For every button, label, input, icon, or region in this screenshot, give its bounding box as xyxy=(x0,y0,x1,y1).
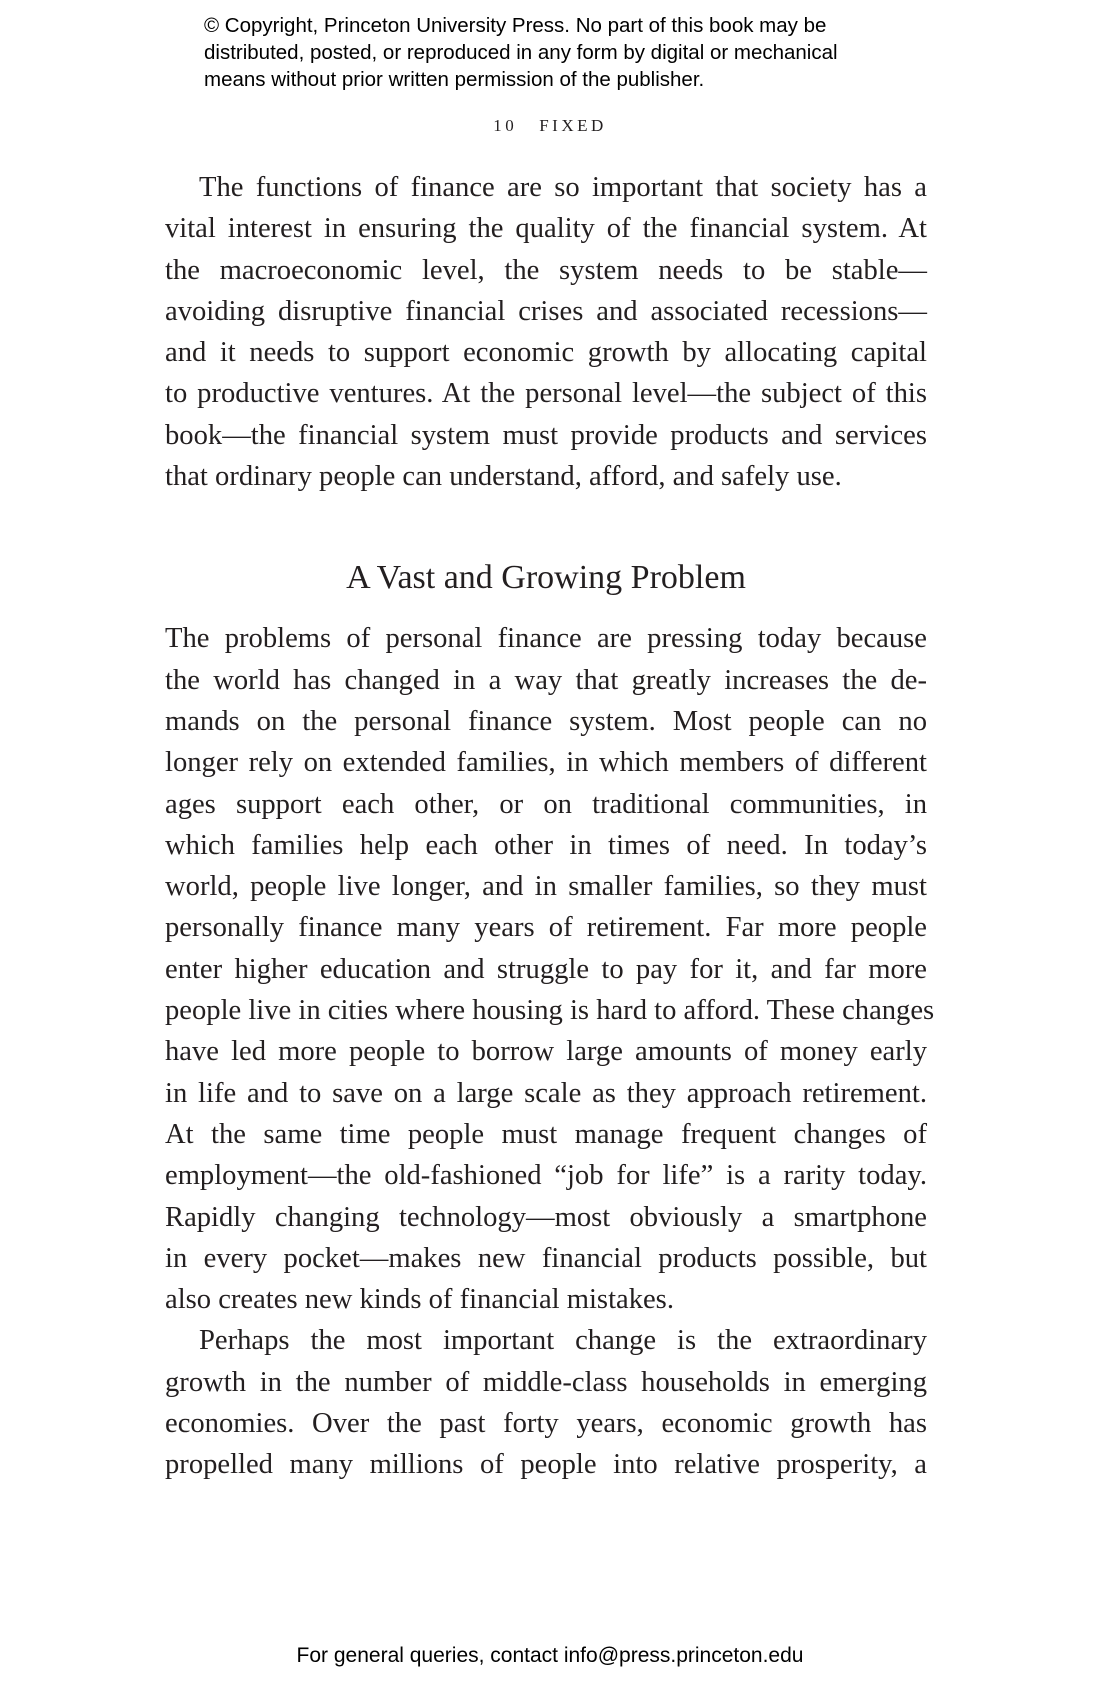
footer-contact: For general queries, contact info@press.princeton.edu xyxy=(296,1644,804,1667)
text-line: world, people live longer, and in smaller families, so they must xyxy=(165,871,927,903)
text-line: growth in the number of middle-class households in emerging xyxy=(165,1366,927,1398)
text-line: propelled many millions of people into relative prosperity, a xyxy=(165,1449,927,1481)
text-line: avoiding disruptive financial crises and associated recessions— xyxy=(165,295,927,327)
text-line: in life and to save on a large scale as they approach retirement. xyxy=(165,1077,927,1109)
text-line: to productive ventures. At the personal level—the subject of this xyxy=(165,378,927,410)
paragraph-2 xyxy=(165,618,935,1320)
copyright-line: distributed, posted, or reproduced in any form by digital or mechanical xyxy=(204,41,838,64)
copyright-line: © Copyright, Princeton University Press. No part of this book may be xyxy=(204,14,827,37)
copyright-notice xyxy=(204,12,964,93)
text-line: vital interest in ensuring the quality of the financial system. At xyxy=(165,213,927,245)
paragraph-1 xyxy=(165,167,927,497)
text-line: The problems of personal finance are pressing today because xyxy=(165,623,927,655)
text-line: economies. Over the past forty years, economic growth has xyxy=(165,1408,927,1440)
copyright-line: means without prior written permission of the publisher. xyxy=(204,68,705,91)
text-line: enter higher education and struggle to pay for it, and far more xyxy=(165,953,927,985)
text-line: longer rely on extended families, in which members of different xyxy=(165,747,927,779)
text-line: people live in cities where housing is hard to afford. These changes xyxy=(165,995,935,1027)
running-head xyxy=(0,116,1100,136)
text-line: personally finance many years of retirement. Far more people xyxy=(165,912,927,944)
text-line: The functions of finance are so important that society has a xyxy=(199,172,927,203)
text-line: also creates new kinds of financial mistakes. xyxy=(165,1284,674,1316)
text-line: ages support each other, or on traditional communities, in xyxy=(165,788,927,820)
paragraph-3 xyxy=(165,1320,927,1485)
text-line: Rapidly changing technology—most obviously a smartphone xyxy=(165,1201,927,1233)
text-line: that ordinary people can understand, afford, and safely use. xyxy=(165,461,842,493)
text-line: book—the financial system must provide products and services xyxy=(165,419,927,451)
page-number: 10 xyxy=(493,116,518,135)
text-line: and it needs to support economic growth by allocating capital xyxy=(165,337,927,369)
text-line: the macroeconomic level, the system needs to be stable— xyxy=(165,254,927,286)
section-heading: A Vast and Growing Problem xyxy=(346,559,746,597)
text-line: the world has changed in a way that greatly increases the de- xyxy=(165,664,927,696)
text-line: have led more people to borrow large amounts of money early xyxy=(165,1036,927,1068)
text-line: which families help each other in times of need. In today’s xyxy=(165,829,927,861)
text-line: employment—the old-fashioned “job for life” is a rarity today. xyxy=(165,1160,927,1192)
body-text xyxy=(165,167,935,1486)
text-line: in every pocket—makes new financial products possible, but xyxy=(165,1242,927,1274)
text-line: mands on the personal finance system. Most people can no xyxy=(165,705,927,737)
text-line: Perhaps the most important change is the extraordinary xyxy=(199,1325,927,1357)
running-head-title: FIXED xyxy=(539,116,607,135)
text-line: At the same time people must manage frequent changes of xyxy=(165,1118,927,1150)
